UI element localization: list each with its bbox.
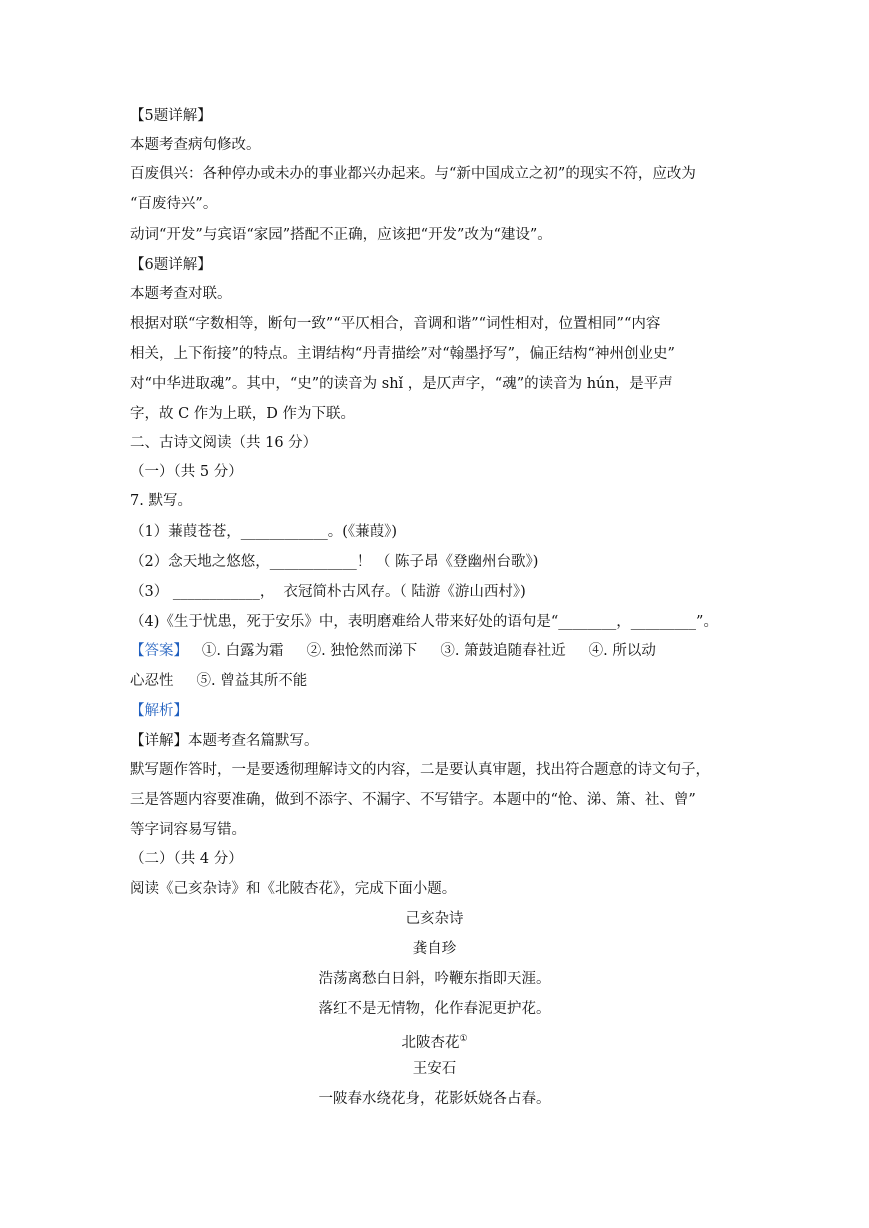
q7-item-4: （4)《生于忧患，死于安乐》中，表明磨难给人带来好处的语句是“________，_________”。 [130,614,718,630]
poem2-footnote-mark: ① [459,1034,468,1044]
poem2-title: 北陂杏花 [401,1034,460,1051]
detail-paragraph-3: 等字词容易写错。 [130,822,246,838]
reading-instruction: 阅读《己亥杂诗》和《北陂杏花》，完成下面小题。 [130,881,457,897]
answer-line-2: 心忍性 ⑤. 曾益其所不能 [130,673,308,689]
q6-paragraph-3: 对“中华进取魂”。其中，“史”的读音为 shǐ ，是仄声字，“魂”的读音为 hún，是平声 [130,376,673,392]
q7-item-2: （2）念天地之悠悠，____________！ （ 陈子昂《登幽州台歌》) [130,554,539,570]
detail-heading: 【详解】本题考查名篇默写。 [130,733,319,749]
poem1-title: 己亥杂诗 [405,911,464,927]
q6-heading: 【6题详解】 [130,257,212,273]
poem2-line-1: 一陂春水绕花身，花影妖娆各占春。 [318,1091,551,1107]
poem1-line-1: 浩荡离愁白日斜，吟鞭东指即天涯。 [318,971,551,987]
q7-title: 7. 默写。 [130,493,192,509]
q7-item-1: （1）蒹葭苍苍，____________。(《蒹葭》) [130,524,398,540]
q5-heading: 【5题详解】 [130,108,212,124]
poem1-author: 龚自珍 [412,941,457,957]
q5-paragraph-1a: 百废俱兴：各种停办或未办的事业都兴办起来。与“新中国成立之初”的现实不符，应改为 [130,166,696,182]
detail-paragraph-2: 三是答题内容要准确，做到不添字、不漏字、不写错字。本题中的“怆、涕、箫、社、曾” [130,792,696,808]
q5-paragraph-2: 动词“开发”与宾语“家园”搭配不正确，应该把“开发”改为“建设”。 [130,227,552,243]
section2-part2: （二）（共 4 分） [130,851,243,867]
answer-text-1: ①. 白露为霜 ②. 独怆然而涕下 ③. 箫鼓追随春社近 ④. 所以动 [188,643,656,659]
q6-paragraph-2: 相关，上下衔接”的特点。主谓结构“丹青描绘”对“翰墨抒写”，偏正结构“神州创业史” [130,346,675,362]
poem2-title-line [0,1029,869,1053]
q5-paragraph-1b: “百废待兴”。 [130,196,218,212]
analysis-label: 【解析】 [130,703,188,719]
section2-title: 二、古诗文阅读（共 16 分） [130,435,318,451]
q6-intro: 本题考查对联。 [130,286,232,302]
q7-item-3: （3） ____________， 衣冠简朴古风存。（ 陆游《游山西村》) [130,584,526,600]
answer-label: 【答案】 [130,643,188,659]
q6-paragraph-1: 根据对联“字数相等，断句一致”“平仄相合，音调和谐”“词性相对，位置相同”“内容 [130,316,661,332]
poem2-author: 王安石 [412,1061,457,1077]
answer-line-1 [130,641,656,661]
poem1-line-2: 落红不是无情物，化作春泥更护花。 [318,1001,551,1017]
q6-paragraph-4: 字，故 C 作为上联，D 作为下联。 [130,406,356,422]
q5-intro: 本题考查病句修改。 [130,137,261,153]
detail-paragraph-1: 默写题作答时，一是要透彻理解诗文的内容，二是要认真审题，找出符合题意的诗文句子， [130,762,710,778]
section2-part1: （一）（共 5 分） [130,464,243,480]
